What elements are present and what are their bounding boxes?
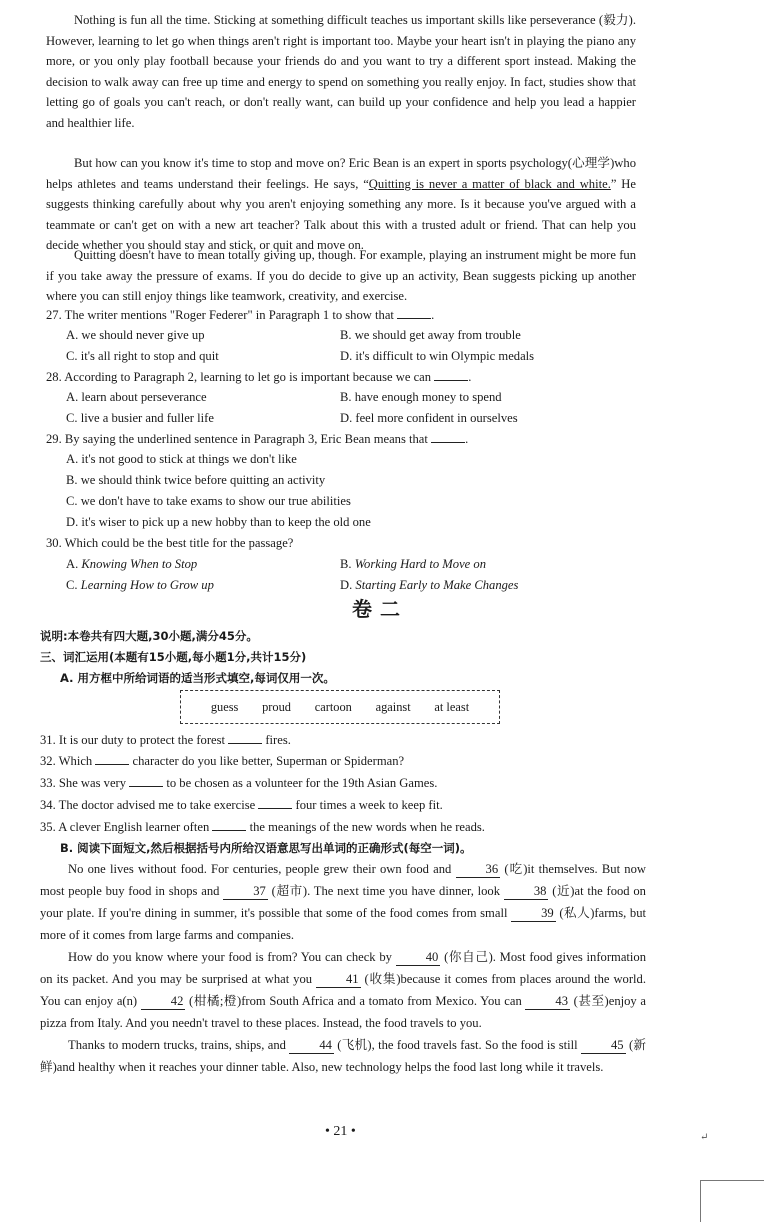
passage-paragraph-3: Quitting doesn't have to mean totally giving up, though. For example, playing an instrument might be more fun if you take away the pressure of exams. If you do decide to give up an activity, Bean suggests picking up another where you can still enjoy things like teamwork, creativity, and exercise.	[46, 248, 636, 304]
passage2-text: Thanks to modern trucks, trains, ships, and	[68, 1038, 286, 1052]
blank-41[interactable]: 41	[316, 972, 361, 988]
stem-end: .	[431, 308, 435, 322]
blank-40[interactable]: 40	[396, 950, 441, 966]
para2-text-b: ” He suggests thinking carefully about why you aren't enjoying something any more. Is it because you've argued with a teammate or can't get on with a new art teacher? Talk about this with a trusted adult or friend. That can help you decide whether you should stay and stick, or quit and move on.	[46, 176, 636, 253]
answer-blank[interactable]	[258, 796, 292, 809]
question-34	[40, 795, 443, 815]
part-a-instruction: A. 用方框中所给词语的适当形式填空,每词仅用一次。	[60, 671, 335, 685]
question-28	[46, 367, 471, 387]
answer-blank[interactable]	[212, 818, 246, 831]
option-27c[interactable]: C. it's all right to stop and quit	[66, 349, 219, 363]
option-30a[interactable]	[66, 554, 197, 574]
word-item: at least	[434, 699, 470, 714]
option-28d[interactable]: D. feel more confident in ourselves	[340, 411, 518, 425]
option-text: Learning How to Grow up	[80, 578, 214, 592]
blank-44[interactable]: 44	[289, 1038, 334, 1054]
fill-text-a: 32. Which	[40, 754, 93, 768]
fill-text-a: 33. She was very	[40, 776, 127, 790]
blank-39[interactable]: 39	[511, 906, 556, 922]
blank-37[interactable]: 37	[223, 884, 268, 900]
fill-text-b: four times a week to keep fit.	[295, 798, 443, 812]
option-27d[interactable]: D. it's difficult to win Olympic medals	[340, 349, 535, 363]
blank-36[interactable]: 36	[456, 862, 501, 878]
underlined-sentence: Quitting is never a matter of black and white.	[368, 176, 611, 191]
option-30b[interactable]	[340, 554, 486, 574]
fill-text-b: the meanings of the new words when he reads.	[249, 820, 485, 834]
question-stem: 29. By saying the underlined sentence in Paragraph 3, Eric Bean means that	[46, 432, 428, 446]
para2-text-a: But how can you know it's time to stop and move on? Eric Bean is an expert in sports psychology(心理学)who helps athletes and teams understand their feelings. He says, “	[46, 156, 636, 191]
page-number: • 21 •	[325, 1124, 356, 1139]
answer-blank[interactable]	[95, 752, 129, 765]
option-label: A.	[66, 557, 79, 571]
word-item: proud	[262, 699, 292, 714]
passage2-text: (吃)it themselves. But now most people buy food in shops and	[40, 862, 646, 898]
option-28a[interactable]: A. learn about perseverance	[66, 390, 207, 404]
stem-end: .	[468, 370, 472, 384]
option-29d[interactable]: D. it's wiser to pick up a new hobby than to keep the old one	[66, 515, 371, 529]
question-29	[46, 429, 468, 449]
corner-frame	[700, 1180, 764, 1222]
fill-text-a: 31. It is our duty to protect the forest	[40, 733, 226, 747]
option-27a[interactable]: A. we should never give up	[66, 328, 205, 342]
option-28b[interactable]: B. have enough money to spend	[340, 390, 502, 404]
question-27	[46, 305, 434, 325]
passage2-paragraph-2	[40, 946, 646, 1034]
passage2-text: (超市). The next time you have dinner, look	[271, 884, 501, 898]
answer-blank[interactable]	[397, 306, 431, 319]
question-stem: 28. According to Paragraph 2, learning to let go is important because we can	[46, 370, 432, 384]
fill-text-a: 34. The doctor advised me to take exercise	[40, 798, 256, 812]
passage2-text: How do you know where your food is from? You can check by	[68, 950, 392, 964]
option-30c[interactable]	[66, 575, 214, 595]
stem-end: .	[465, 432, 469, 446]
question-35	[40, 817, 485, 837]
blank-43[interactable]: 43	[525, 994, 570, 1010]
passage2-paragraph-3	[40, 1034, 646, 1078]
option-29c[interactable]: C. we don't have to take exams to show our true abilities	[66, 494, 351, 508]
passage2-text: No one lives without food. For centuries, people grew their own food and	[68, 862, 452, 876]
option-label: D.	[340, 578, 353, 592]
part-three-heading: 三、词汇运用(本题有15小题,每小题1分,共计15分)	[40, 650, 307, 664]
passage-paragraph-2	[46, 153, 636, 256]
word-box	[180, 690, 500, 724]
passage2-text: (甚至)enjoy a pizza from Italy. And you needn't travel to these places. Instead, the food travels to you.	[40, 994, 646, 1030]
passage2-text: (收集)because it comes from places around the world. You can enjoy a(n)	[40, 972, 646, 1008]
passage-paragraph-1: Nothing is fun all the time. Sticking at something difficult teaches us important skills like perseverance (毅力). However, learning to let go when things aren't right is important too. Maybe your heart isn't in playing the piano any more, or you only play football because your friends do and you want to try a different sport instead. Making the decision to walk away can free up time and energy to spend on something you really enjoy. In fact, studies show that letting go of goals you can't reach, or don't really want, can build up your confidence and help you lead a happier and healthier life.	[46, 13, 636, 130]
passage2-text: (柑橘;橙)from South Africa and a tomato from Mexico. You can	[189, 994, 522, 1008]
passage2-paragraph-1	[40, 858, 646, 946]
fill-text-b: character do you like better, Superman or Spiderman?	[132, 754, 405, 768]
question-30: 30. Which could be the best title for the passage?	[46, 536, 294, 550]
answer-blank[interactable]	[129, 774, 163, 787]
option-text: Working Hard to Move on	[354, 557, 487, 571]
answer-blank[interactable]	[431, 430, 465, 443]
fill-text-b: to be chosen as a volunteer for the 19th Asian Games.	[166, 776, 438, 790]
option-27b[interactable]: B. we should get away from trouble	[340, 328, 521, 342]
part-b-instruction: B. 阅读下面短文,然后根据括号内所给汉语意思写出单词的正确形式(每空一词)。	[60, 841, 472, 855]
passage2-text: (私人)farms, but more of it comes from large farms and companies.	[40, 906, 646, 942]
option-label: C.	[66, 578, 78, 592]
answer-blank[interactable]	[434, 368, 468, 381]
answer-blank[interactable]	[228, 731, 262, 744]
question-31	[40, 730, 291, 750]
blank-45[interactable]: 45	[581, 1038, 626, 1054]
option-29b[interactable]: B. we should think twice before quitting an activity	[66, 473, 326, 487]
section-title: 卷二	[352, 597, 408, 621]
word-item: against	[375, 699, 411, 714]
question-32	[40, 751, 404, 771]
option-30d[interactable]	[340, 575, 518, 595]
passage2-text: (近)at the food on your plate. If you're dining in summer, it's possible that some of the food comes from small	[40, 884, 646, 920]
option-29a[interactable]: A. it's not good to stick at things we don't like	[66, 452, 297, 466]
question-stem: 27. The writer mentions "Roger Federer" in Paragraph 1 to show that	[46, 308, 394, 322]
passage2-text: (你自己). Most food gives information on its packet. And you may be surprised at what you	[40, 950, 647, 986]
option-28c[interactable]: C. live a busier and fuller life	[66, 411, 214, 425]
fill-text-b: fires.	[265, 733, 291, 747]
fill-text-a: 35. A clever English learner often	[40, 820, 210, 834]
word-item: guess	[210, 699, 239, 714]
word-item: cartoon	[314, 699, 352, 714]
question-33	[40, 773, 437, 793]
option-text: Starting Early to Make Changes	[355, 578, 519, 592]
section-note: 说明:本卷共有四大题,30小题,满分45分。	[40, 629, 258, 643]
passage2-text: (新鲜)and healthy when it reaches your dinner table. Also, new technology helps the food last long while it travels.	[40, 1038, 647, 1074]
option-label: B.	[340, 557, 352, 571]
option-text: Knowing When to Stop	[81, 557, 198, 571]
blank-38[interactable]: 38	[504, 884, 549, 900]
passage2-text: (飞机), the food travels fast. So the food is still	[337, 1038, 578, 1052]
return-mark-icon: ↵	[700, 1132, 709, 1143]
blank-42[interactable]: 42	[141, 994, 186, 1010]
